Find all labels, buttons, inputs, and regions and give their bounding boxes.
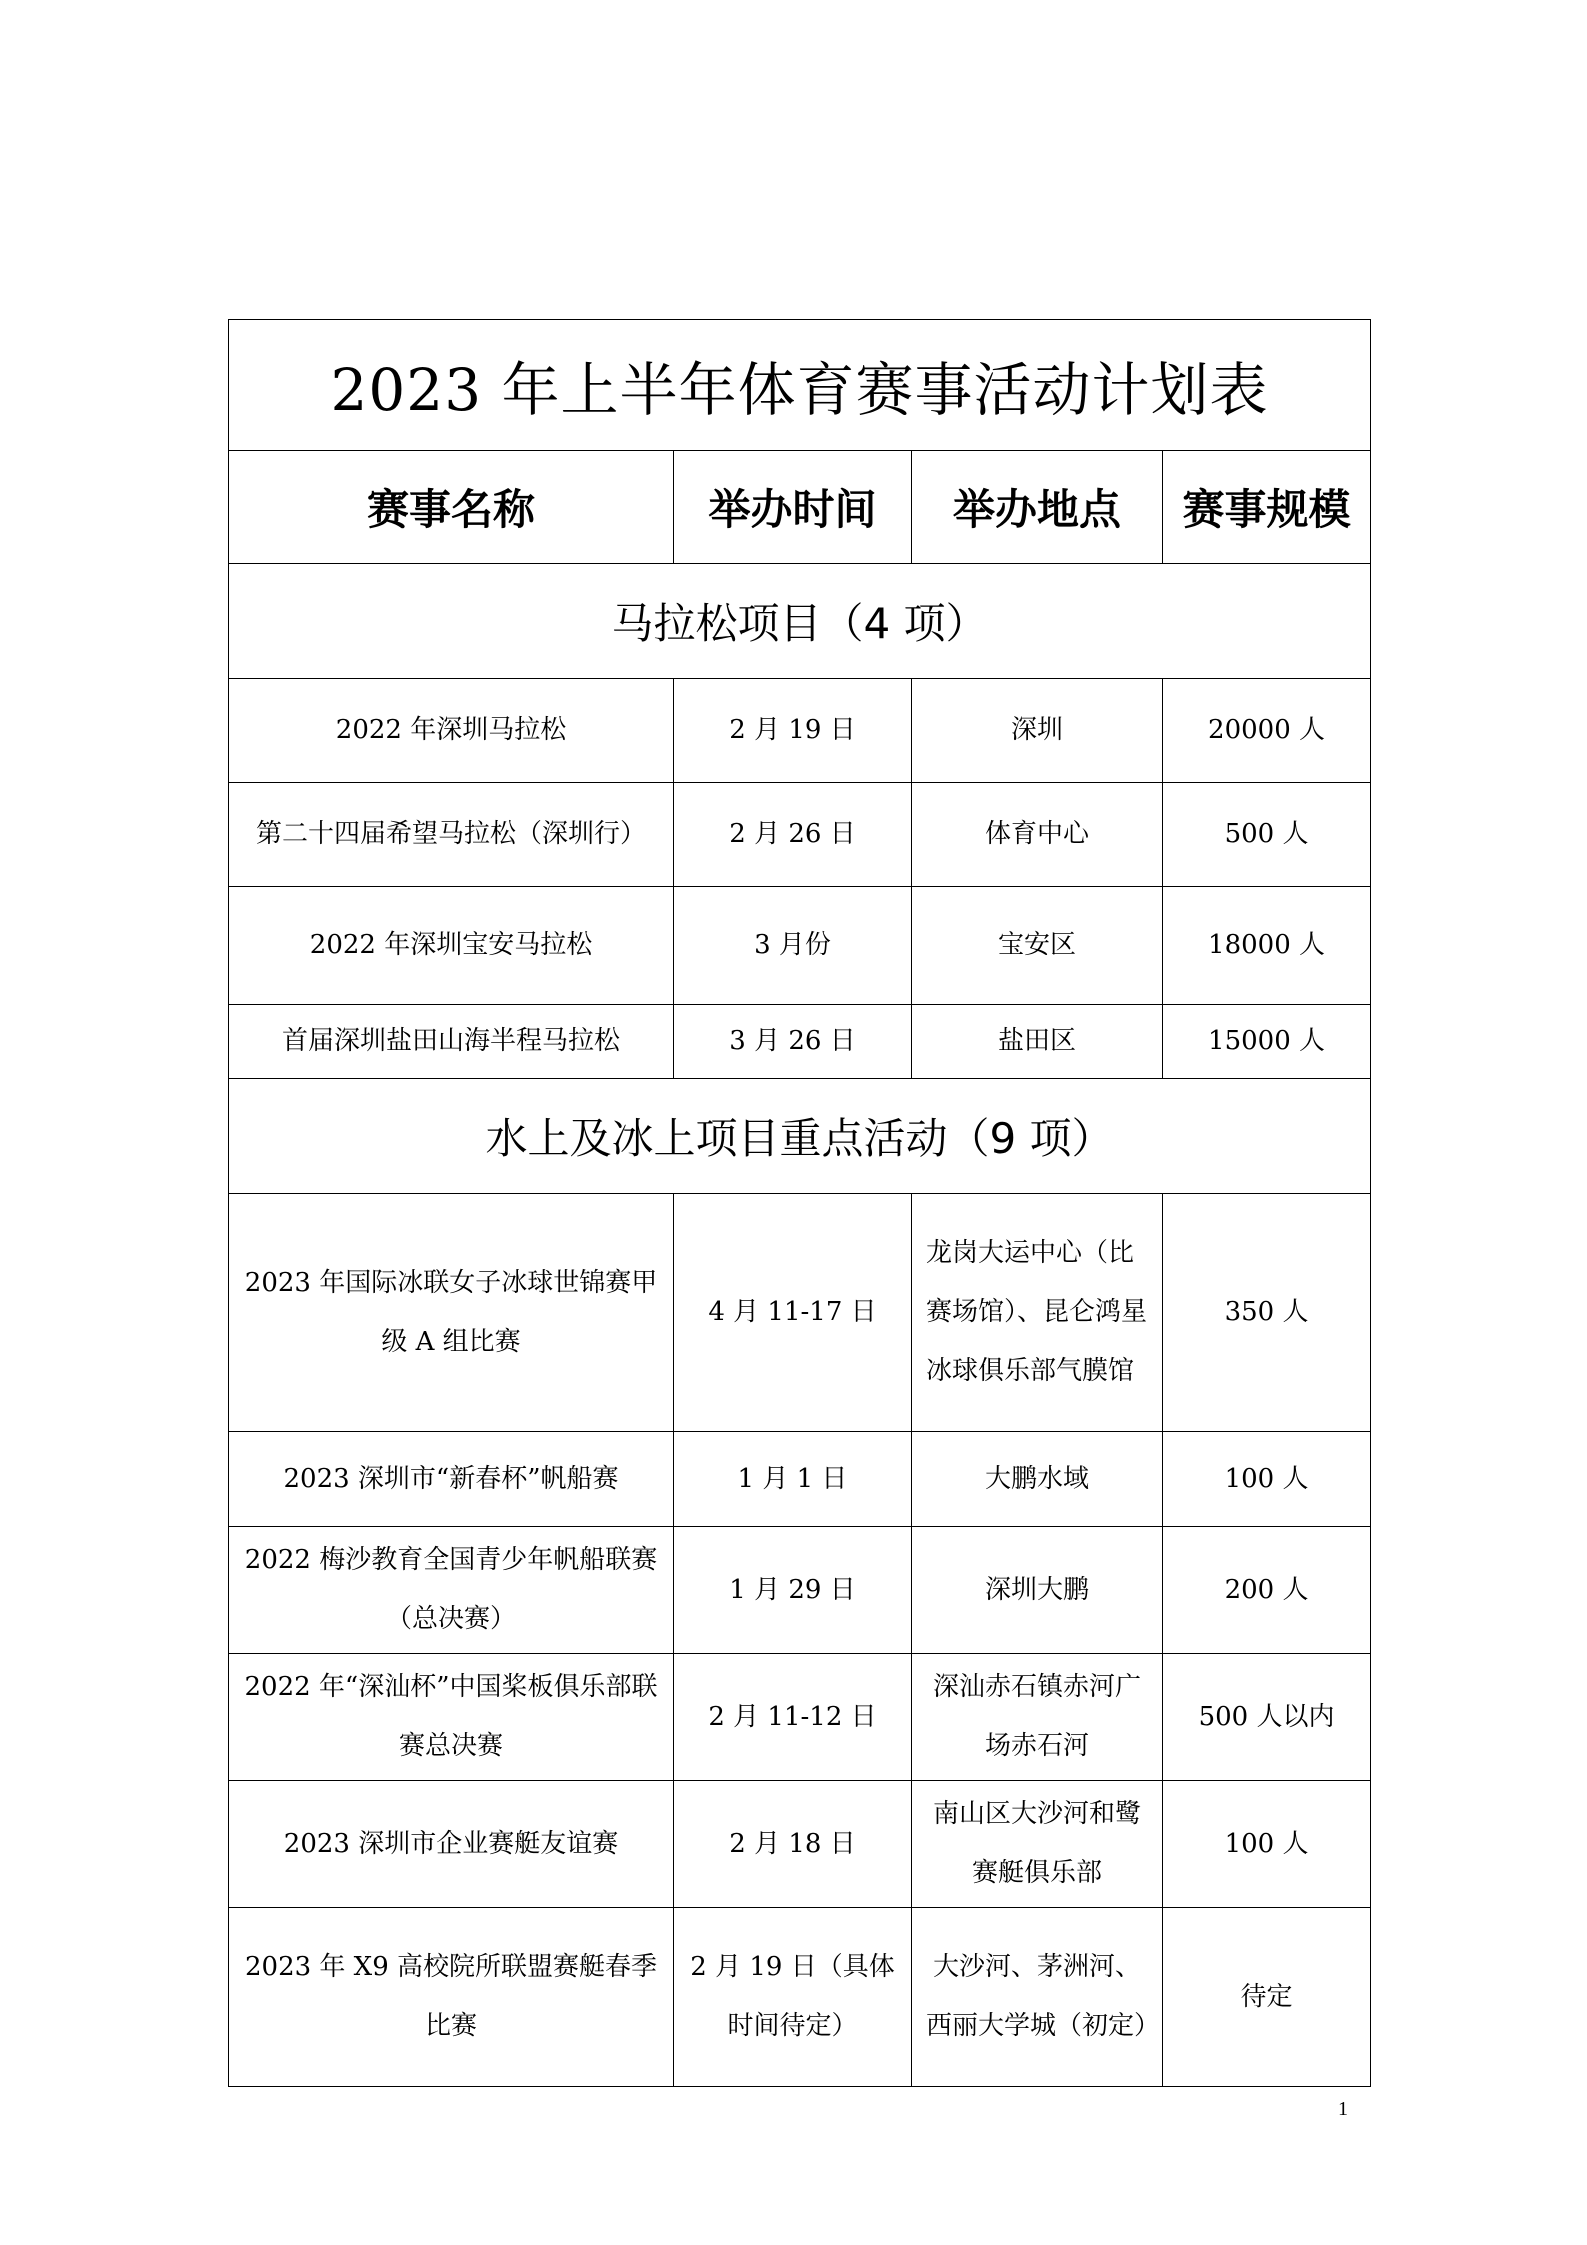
- event-scale: 500 人以内: [1163, 1654, 1371, 1781]
- table-row: [229, 1654, 1371, 1781]
- event-name: 2023 年国际冰联女子冰球世锦赛甲级 A 组比赛: [229, 1194, 674, 1432]
- event-place: 深圳大鹏: [912, 1527, 1163, 1654]
- table-title: 2023 年上半年体育赛事活动计划表: [229, 320, 1371, 451]
- event-time: 1 月 1 日: [674, 1432, 912, 1527]
- table-row: [229, 1781, 1371, 1908]
- event-place: 龙岗大运中心（比赛场馆）、昆仑鸿星冰球俱乐部气膜馆: [912, 1194, 1163, 1432]
- event-name: 2022 年深圳马拉松: [229, 679, 674, 783]
- event-name: 2022 梅沙教育全国青少年帆船联赛（总决赛）: [229, 1527, 674, 1654]
- event-name: 2023 深圳市企业赛艇友谊赛: [229, 1781, 674, 1908]
- event-place: 盐田区: [912, 1005, 1163, 1079]
- table-row: [229, 887, 1371, 1005]
- event-plan-table: [228, 319, 1371, 2087]
- event-time: 4 月 11-17 日: [674, 1194, 912, 1432]
- header-place: 举办地点: [912, 451, 1163, 564]
- event-time: 2 月 11-12 日: [674, 1654, 912, 1781]
- table-row: [229, 1908, 1371, 2087]
- event-scale: 500 人: [1163, 783, 1371, 887]
- event-time: 3 月 26 日: [674, 1005, 912, 1079]
- event-name: 2023 年 X9 高校院所联盟赛艇春季比赛: [229, 1908, 674, 2087]
- event-name: 2022 年“深汕杯”中国桨板俱乐部联赛总决赛: [229, 1654, 674, 1781]
- event-scale: 20000 人: [1163, 679, 1371, 783]
- header-event-name: 赛事名称: [229, 451, 674, 564]
- event-place: 体育中心: [912, 783, 1163, 887]
- event-name: 首届深圳盐田山海半程马拉松: [229, 1005, 674, 1079]
- event-place: 深汕赤石镇赤河广场赤石河: [912, 1654, 1163, 1781]
- event-scale: 待定: [1163, 1908, 1371, 2087]
- event-name: 第二十四届希望马拉松（深圳行）: [229, 783, 674, 887]
- table-row: [229, 783, 1371, 887]
- table-row: [229, 1194, 1371, 1432]
- event-scale: 15000 人: [1163, 1005, 1371, 1079]
- event-time: 3 月份: [674, 887, 912, 1005]
- event-time: 2 月 19 日: [674, 679, 912, 783]
- table-row: [229, 1005, 1371, 1079]
- header-row: [229, 451, 1371, 564]
- table-row: [229, 1527, 1371, 1654]
- event-scale: 18000 人: [1163, 887, 1371, 1005]
- event-place: 深圳: [912, 679, 1163, 783]
- event-name: 2022 年深圳宝安马拉松: [229, 887, 674, 1005]
- section-heading-marathon: 马拉松项目（4 项）: [229, 564, 1371, 679]
- event-time: 1 月 29 日: [674, 1527, 912, 1654]
- header-scale: 赛事规模: [1163, 451, 1371, 564]
- header-time: 举办时间: [674, 451, 912, 564]
- event-time: 2 月 18 日: [674, 1781, 912, 1908]
- event-place: 大鹏水域: [912, 1432, 1163, 1527]
- event-place: 宝安区: [912, 887, 1163, 1005]
- event-scale: 100 人: [1163, 1781, 1371, 1908]
- table-row: [229, 1432, 1371, 1527]
- event-place: 大沙河、茅洲河、西丽大学城（初定）: [912, 1908, 1163, 2087]
- event-scale: 100 人: [1163, 1432, 1371, 1527]
- event-scale: 350 人: [1163, 1194, 1371, 1432]
- event-name: 2023 深圳市“新春杯”帆船赛: [229, 1432, 674, 1527]
- event-scale: 200 人: [1163, 1527, 1371, 1654]
- section-heading-water-ice: 水上及冰上项目重点活动（9 项）: [229, 1079, 1371, 1194]
- event-time: 2 月 26 日: [674, 783, 912, 887]
- event-place: 南山区大沙河和鹭赛艇俱乐部: [912, 1781, 1163, 1908]
- page-number: 1: [1338, 2098, 1348, 2120]
- event-time: 2 月 19 日（具体时间待定）: [674, 1908, 912, 2087]
- table-row: [229, 679, 1371, 783]
